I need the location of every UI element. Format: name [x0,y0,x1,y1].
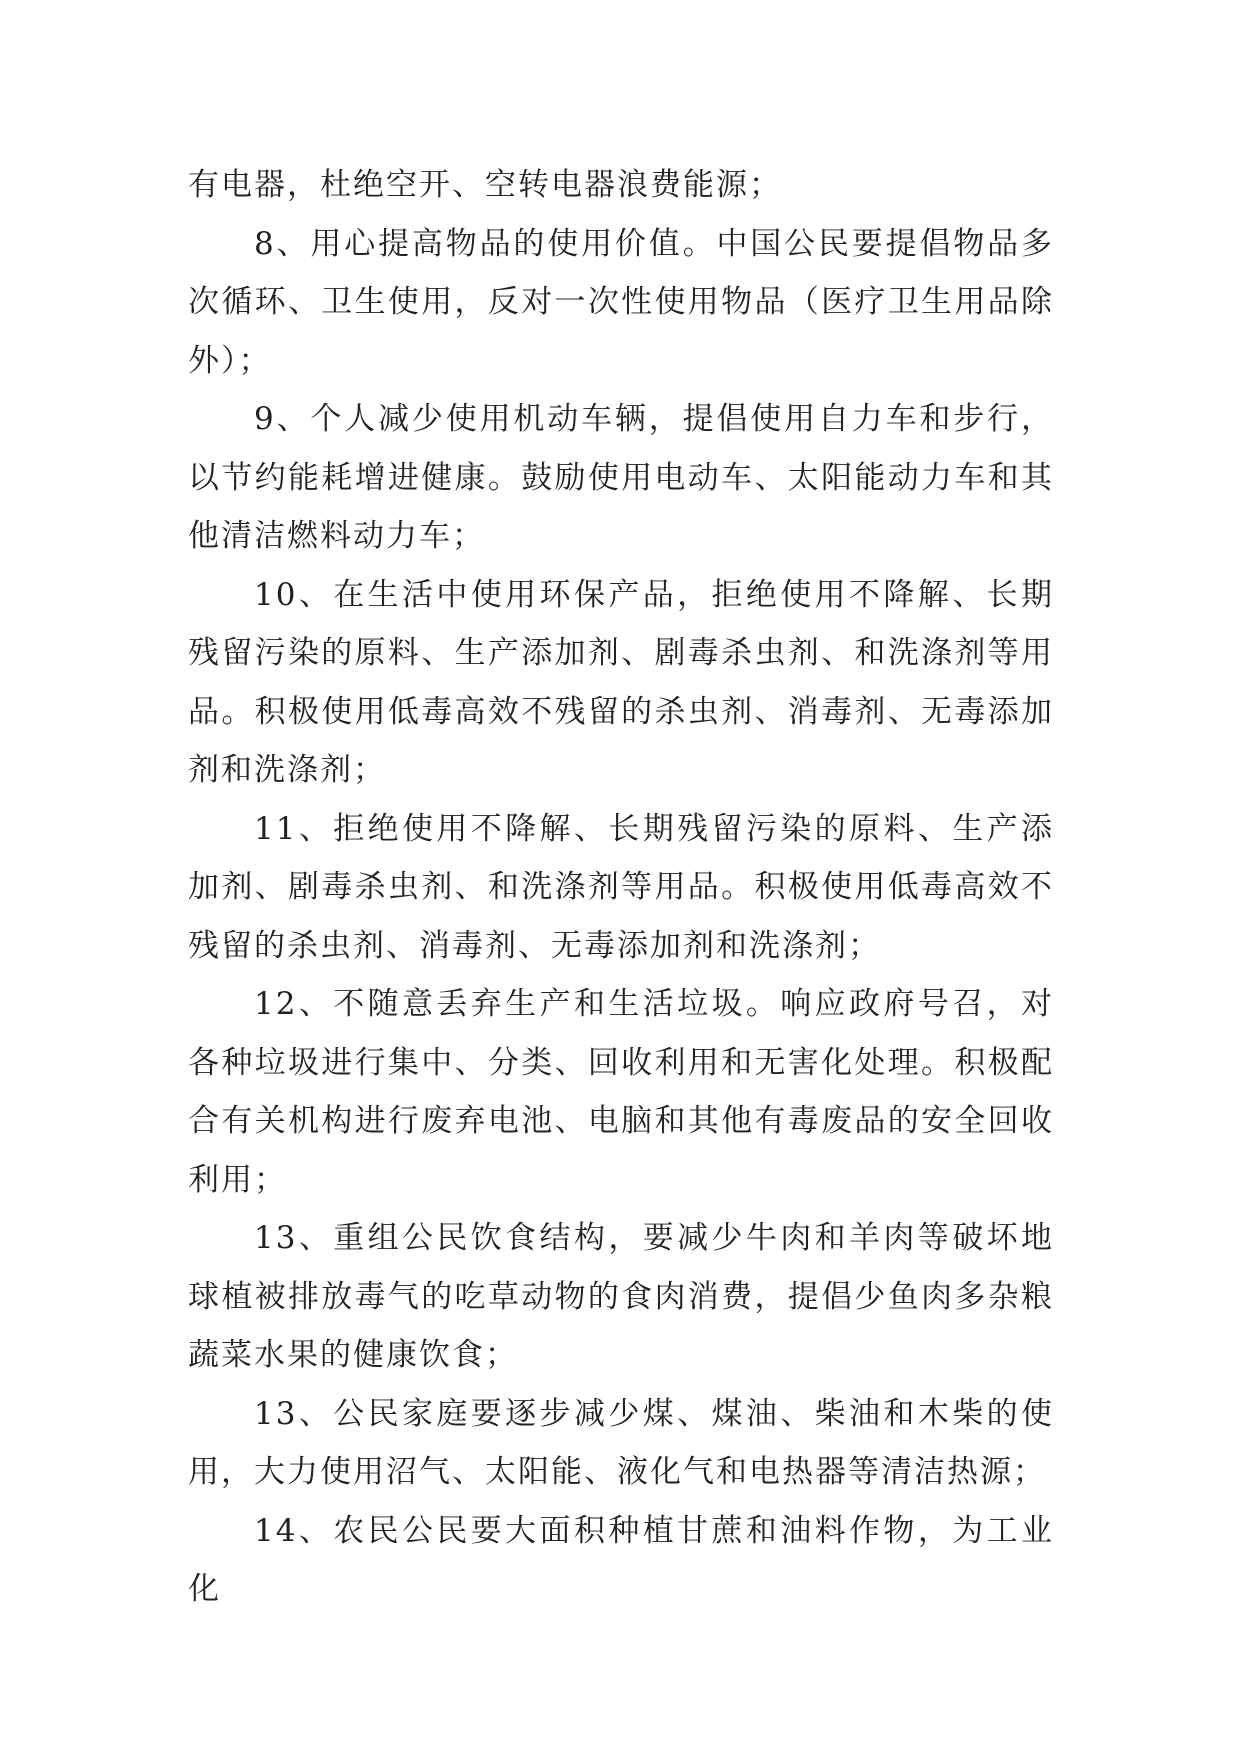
paragraph-item-12: 12、不随意丢弃生产和生活垃圾。响应政府号召，对各种垃圾进行集中、分类、回收利用和无害化处理。积极配合有关机构进行废弃电池、电脑和其他有毒废品的安全回收利用； [188,986,1054,1198]
paragraph-item-13-diet: 13、重组公民饮食结构，要减少牛肉和羊肉等破坏地球植被排放毒气的吃草动物的食肉消费，提倡少鱼肉多杂粮蔬菜水果的健康饮食； [188,1220,1054,1373]
paragraph-item-8: 8、用心提高物品的使用价值。中国公民要提倡物品多次循环、卫生使用，反对一次性使用物品（医疗卫生用品除外）； [188,225,1054,379]
paragraph-continuation: 有电器，杜绝空开、空转电器浪费能源； [188,167,782,203]
paragraph-item-10: 10、在生活中使用环保产品，拒绝使用不降解、长期残留污染的原料、生产添加剂、剧毒杀虫剂、和洗涤剂等用品。积极使用低毒高效不残留的杀虫剂、消毒剂、无毒添加剂和洗涤剂； [188,576,1054,788]
paragraph-item-11: 11、拒绝使用不降解、长期残留污染的原料、生产添加剂、剧毒杀虫剂、和洗涤剂等用品。积极使用低毒高效不残留的杀虫剂、消毒剂、无毒添加剂和洗涤剂； [188,810,1054,964]
paragraph-item-13-heat: 13、公民家庭要逐步减少煤、煤油、柴油和木柴的使用，大力使用沼气、太阳能、液化气和电热器等清洁热源； [188,1395,1054,1490]
paragraph-item-9: 9、个人减少使用机动车辆，提倡使用自力车和步行，以节约能耗增进健康。鼓励使用电动车、太阳能动力车和其他清洁燃料动力车； [188,401,1054,554]
paragraph-item-14: 14、农民公民要大面积种植甘蔗和油料作物，为工业化 [188,1512,1054,1607]
body-text [188,156,1054,1619]
